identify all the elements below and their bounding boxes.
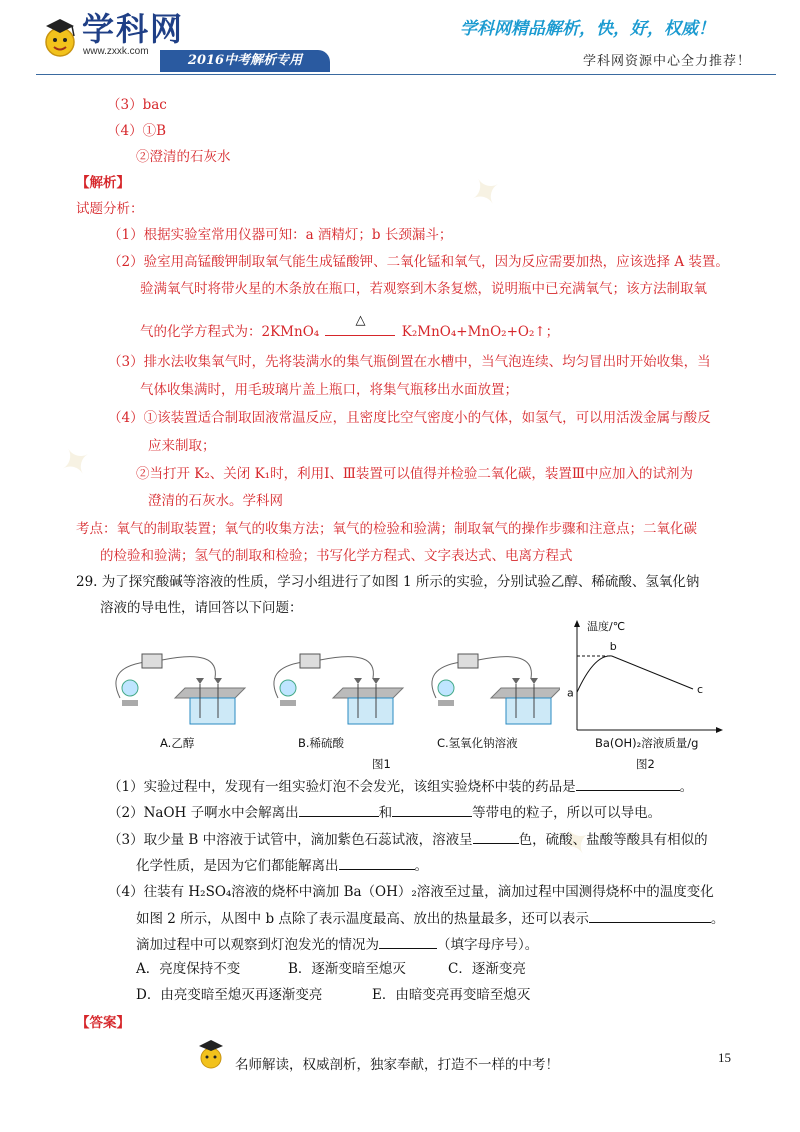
q1 xyxy=(108,776,693,797)
analysis-p3b: 气体收集满时，用毛玻璃片盖上瓶口，将集气瓶移出水面放置； xyxy=(140,382,518,398)
watermark-logo: ✦ xyxy=(51,434,101,490)
q4c-end: （填字母序号）。 xyxy=(437,937,539,953)
option-a: A．亮度保持不变 xyxy=(136,961,241,977)
q3a-text: （3）取少量 B 中溶液于试管中，滴加紫色石蕊试液，溶液呈 xyxy=(108,832,473,848)
answer-3: （3）bac xyxy=(107,97,167,113)
chart-point-c: c xyxy=(697,683,704,696)
chart-curve xyxy=(577,656,693,692)
watermark-logo: ✦ xyxy=(551,814,601,870)
analysis-p4d: 澄清的石灰水。学科网 xyxy=(148,493,283,509)
q1-text: （1）实验过程中，发现有一组实验灯泡不会发光，该组实验烧杯中装的药品是 xyxy=(108,779,576,795)
q4b xyxy=(136,908,724,929)
q2-mid: 和 xyxy=(378,805,393,821)
chart-ylabel: 温度/℃ xyxy=(587,620,626,633)
footer-text: 名师解读，权威剖析，独家奉献，打造不一样的中考！ xyxy=(235,1057,559,1073)
analysis-intro: 试题分析： xyxy=(76,201,144,217)
fig1-label-b: B.稀硫酸 xyxy=(298,736,345,750)
banner-text: 2016中考解析专用 xyxy=(187,53,303,68)
q4c-text: 滴加过程中可以观察到灯泡发光的情况为 xyxy=(136,937,379,953)
q4b-text: 如图 2 所示，从图中 b 点除了表示温度最高、放出的热量最多，还可以表示 xyxy=(136,911,589,927)
header-slogan: 学科网精品解析，快，好，权威！ xyxy=(460,19,715,39)
q4c xyxy=(136,934,538,955)
equation-reactant: 气的化学方程式为：2KMnO₄ xyxy=(140,324,320,340)
footer-mascot-icon xyxy=(196,1036,226,1076)
answer-tag: 【答案】 xyxy=(76,1015,130,1031)
question-stem-1: 29. 为了探究酸碱等溶液的性质，学习小组进行了如图 1 所示的实验，分别试验乙醇、稀硫酸、氢氧化钠 xyxy=(76,574,700,590)
q4a: （4）往装有 H₂SO₄溶液的烧杯中滴加 Ba（OH）₂溶液至过量，滴加过程中国测得烧杯中的温度变化 xyxy=(108,884,714,900)
q2-blank-2[interactable] xyxy=(392,802,472,817)
q3b-text: 化学性质，是因为它们都能解离出 xyxy=(136,858,339,874)
header-sub-slogan: 学科网资源中心全力推荐！ xyxy=(583,54,752,69)
analysis-p2a: （2）验室用高锰酸钾制取氧气能生成锰酸钾、二氧化锰和氧气，因为反应需要加热，应该选择 A 装置。 xyxy=(108,254,729,270)
q3a xyxy=(108,829,708,850)
question-stem-2: 溶液的导电性，请回答以下问题： xyxy=(100,600,303,616)
kaodian-line2: 的检验和验满；氢气的制取和检验；书写化学方程式、文字表达式、电离方程式 xyxy=(100,548,573,564)
answer-4-1: （4）①B xyxy=(107,123,167,139)
q2 xyxy=(108,802,661,823)
header-banner xyxy=(160,50,330,72)
logo-text: 学科网 xyxy=(82,10,185,48)
q4-blank-2[interactable] xyxy=(379,934,437,949)
apparatus-a-drawing xyxy=(116,654,245,724)
mascot-logo-icon xyxy=(40,14,80,64)
fig1-caption: 图1 xyxy=(372,757,391,771)
analysis-p4c: ②当打开 K₂、关闭 K₁时，利用Ⅰ、Ⅲ装置可以值得并检验二氧化碳，装置Ⅲ中应加入的试剂为 xyxy=(136,466,693,482)
q4-blank-1[interactable] xyxy=(589,908,711,923)
apparatus-c-drawing xyxy=(432,654,560,724)
q3a-end: 色，硫酸、盐酸等酸具有相似的 xyxy=(518,832,708,848)
q1-blank[interactable] xyxy=(576,776,680,791)
chart-point-b: b xyxy=(609,640,617,653)
analysis-p4a: （4）①该装置适合制取固液常温反应，且密度比空气密度小的气体，如氢气，可以用活泼金属与酸反 xyxy=(108,410,711,426)
fig1-label-c: C.氢氧化钠溶液 xyxy=(437,736,518,750)
q2-end: 等带电的粒子，所以可以导电。 xyxy=(472,805,662,821)
fig2-caption: 图2 xyxy=(636,757,655,771)
page-number: 15 xyxy=(718,1050,731,1065)
apparatus-b-drawing xyxy=(274,654,403,724)
analysis-p2c xyxy=(140,313,560,342)
chart-xlabel: Ba(OH)₂溶液质量/g xyxy=(595,736,699,750)
logo-url: www.zxxk.com xyxy=(83,46,149,57)
q3b xyxy=(136,855,428,876)
q3b-end: 。 xyxy=(414,858,428,874)
chart-y-arrow xyxy=(574,620,580,627)
figure-1-illustration xyxy=(100,648,560,737)
equation-products: K₂MnO₄+MnO₂+O₂↑； xyxy=(401,324,560,340)
q2-text: （2）NaOH 子啊水中会解离出 xyxy=(108,805,299,821)
option-c: C．逐渐变亮 xyxy=(448,961,526,977)
header-divider xyxy=(36,74,776,75)
analysis-tag: 【解析】 xyxy=(76,175,130,191)
analysis-p1: （1）根据实验室常用仪器可知：a 酒精灯；b 长颈漏斗； xyxy=(108,227,453,243)
analysis-p2b: 验满氧气时将带火星的木条放在瓶口，若观察到木条复燃，说明瓶中已充满氧气；该方法制取氧 xyxy=(140,281,707,297)
kaodian-line1: 考点：氧气的制取装置；氧气的收集方法；氧气的检验和验满；制取氧气的操作步骤和注意点；二氧化碳 xyxy=(76,521,697,537)
q3-blank-2[interactable] xyxy=(339,855,415,870)
q1-end: 。 xyxy=(679,779,694,795)
q2-blank-1[interactable] xyxy=(299,802,379,817)
option-b: B．逐渐变暗至熄灭 xyxy=(288,961,406,977)
option-e: E．由暗变亮再变暗至熄灭 xyxy=(372,987,531,1003)
analysis-p3a: （3）排水法收集氧气时，先将装满水的集气瓶倒置在水槽中，当气泡连续、均匀冒出时开始收集，当 xyxy=(108,354,711,370)
q4b-end: 。 xyxy=(710,911,725,927)
chart-x-arrow xyxy=(716,727,723,733)
heat-condition: △ xyxy=(355,313,366,328)
chart-point-a: a xyxy=(567,686,574,700)
q3-blank-1[interactable] xyxy=(473,829,519,844)
analysis-p4b: 应来制取； xyxy=(148,438,216,454)
answer-4-2: ②澄清的石灰水 xyxy=(136,149,231,165)
equation-arrow xyxy=(325,313,395,336)
option-d: D．由亮变暗至熄灭再逐渐变亮 xyxy=(136,987,323,1003)
watermark-logo: ✦ xyxy=(461,164,511,220)
fig1-label-a: A.乙醇 xyxy=(160,736,195,750)
